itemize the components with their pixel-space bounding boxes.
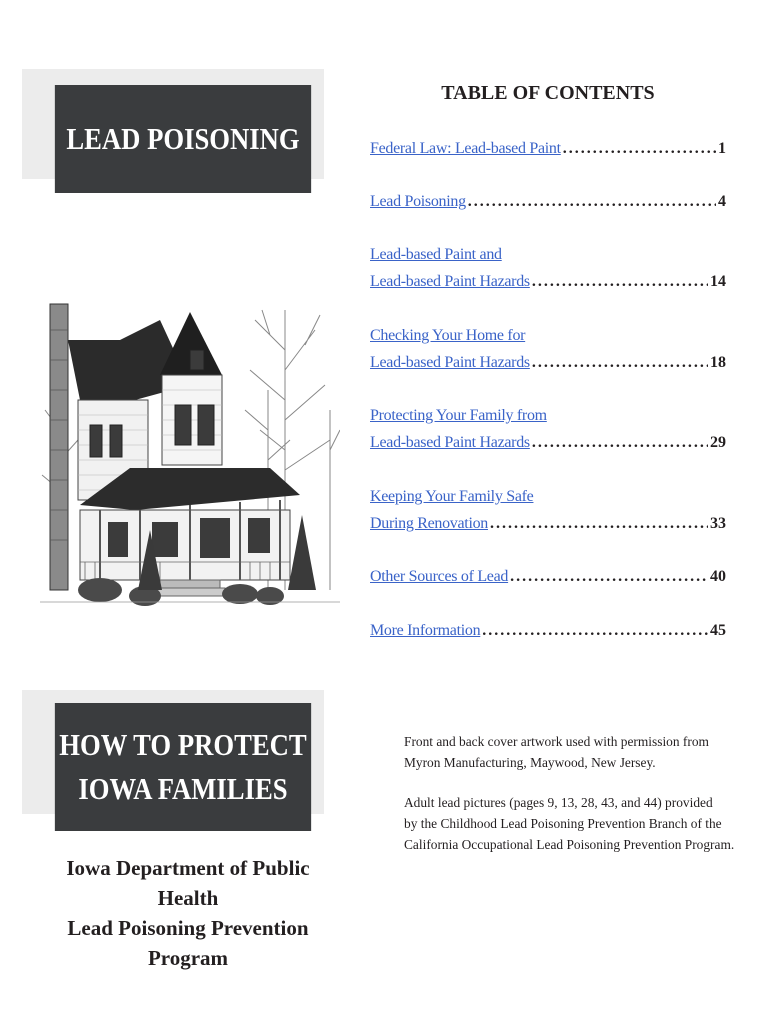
organization-name — [38, 853, 338, 973]
subtitle-line1: HOW TO PROTECT — [59, 727, 307, 762]
toc-link-checking-home-hazards[interactable]: Lead-based Paint Hazards — [370, 354, 530, 371]
toc-link-protecting-family[interactable]: Protecting Your Family from — [370, 407, 547, 424]
house-illustration — [40, 290, 340, 630]
toc-link-checking-home[interactable]: Checking Your Home for — [370, 327, 526, 344]
toc-entry — [370, 193, 726, 220]
credits-line: Myron Manufacturing, Maywood, New Jersey. — [404, 755, 656, 770]
org-line2: Lead Poisoning Prevention Program — [67, 916, 309, 970]
toc-entry — [370, 488, 726, 542]
toc-link-keeping-family-safe[interactable]: Keeping Your Family Safe — [370, 488, 534, 505]
toc-leader-dots — [563, 140, 716, 158]
toc-link-lead-poisoning[interactable]: Lead Poisoning — [370, 193, 466, 210]
toc-heading: TABLE OF CONTENTS — [441, 82, 655, 104]
toc-leader-dots — [510, 568, 708, 586]
toc-page-number: 18 — [710, 354, 726, 371]
toc-link-more-information[interactable]: More Information — [370, 622, 481, 639]
toc-link-other-sources[interactable]: Other Sources of Lead — [370, 568, 509, 585]
credits-pictures — [404, 792, 744, 855]
toc-page-number: 14 — [710, 273, 726, 290]
toc-leader-dots — [468, 193, 716, 211]
toc-entry — [370, 246, 726, 300]
credits-line: Front and back cover artwork used with permission from — [404, 734, 709, 749]
toc-page-number: 29 — [710, 434, 726, 451]
toc-link-protecting-family-hazards[interactable]: Lead-based Paint Hazards — [370, 434, 530, 451]
subtitle-box — [55, 703, 311, 831]
toc-page-number: 4 — [718, 193, 726, 210]
toc-link-federal-law[interactable]: Federal Law: Lead-based Paint — [370, 140, 561, 157]
subtitle-line2: IOWA FAMILIES — [78, 771, 288, 806]
credits-block — [404, 731, 744, 874]
toc-page-number: 33 — [710, 515, 726, 532]
main-title — [55, 85, 311, 193]
toc-entry — [370, 327, 726, 381]
toc-link-lead-based-paint[interactable]: Lead-based Paint and — [370, 246, 502, 263]
toc-entry — [370, 407, 726, 461]
toc-leader-dots — [532, 273, 708, 291]
toc-link-lead-based-paint-hazards[interactable]: Lead-based Paint Hazards — [370, 273, 530, 290]
toc-leader-dots — [490, 515, 708, 533]
toc-page-number: 1 — [718, 140, 726, 157]
toc-leader-dots — [532, 434, 708, 452]
credits-line: California Occupational Lead Poisoning Prevention Program. — [404, 837, 735, 852]
toc-leader-dots — [482, 622, 708, 640]
toc-entry — [370, 568, 726, 595]
toc-entry — [370, 622, 726, 649]
toc-page-number: 40 — [710, 568, 726, 585]
credits-line: by the Childhood Lead Poisoning Prevention Branch of the — [404, 816, 722, 831]
toc-leader-dots — [532, 354, 708, 372]
org-line1: Iowa Department of Public Health — [66, 856, 310, 910]
credits-line: Adult lead pictures (pages 9, 13, 28, 43, and 44) provided — [404, 795, 713, 810]
main-title-text: LEAD POISONING — [66, 121, 300, 156]
credits-artwork — [404, 731, 744, 773]
toc-page-number: 45 — [710, 622, 726, 639]
toc-link-during-renovation[interactable]: During Renovation — [370, 515, 488, 532]
toc-entry — [370, 140, 726, 167]
